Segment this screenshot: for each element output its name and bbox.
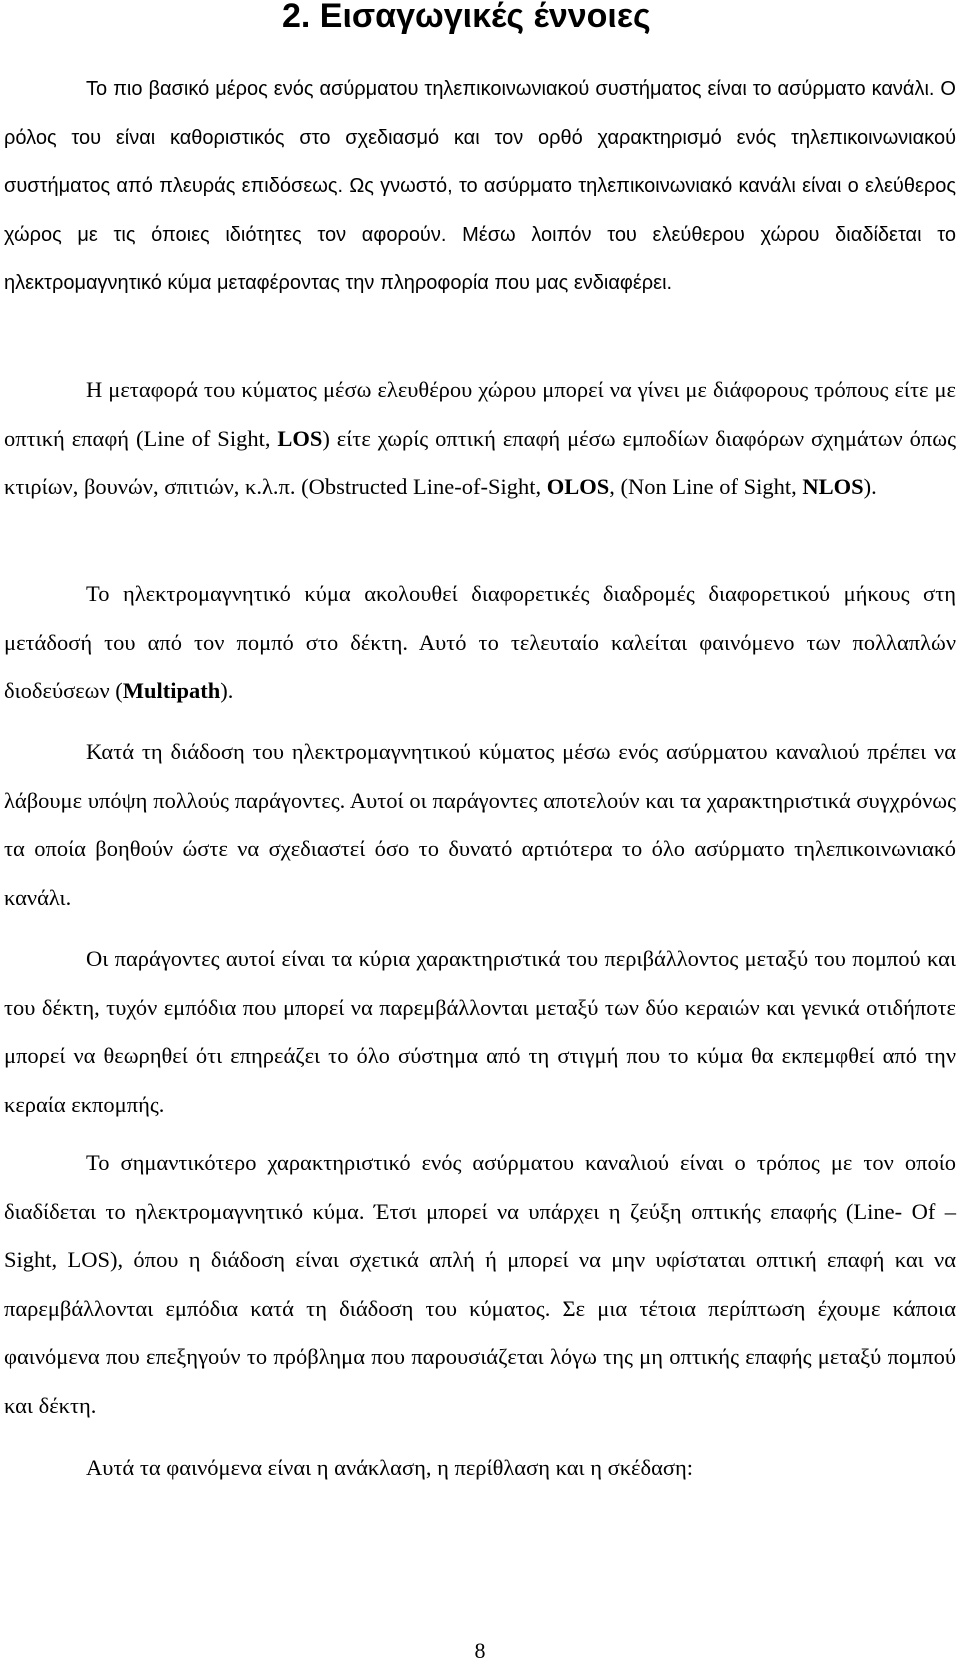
text-span: , (Non Line of Sight, — [609, 474, 803, 499]
paragraph-text: Το σημαντικότερο χαρακτηριστικό ενός ασύρματου καναλιού είναι ο τρόπος με τον οποίο διαδίδεται το ηλεκτρομαγνητικό κύμα. Έτσι μπορεί να υπάρχει η ζεύξη οπτικής επαφής (Line- Of – Sight, LOS), όπου η διάδοση είναι σχετικά απλή ή μπορεί να μην υφίσταται οπτική επαφή και να παρεμβάλλονται εμπόδια κατά τη διάδοση του κύματος. Σε μια τέτοια περίπτωση έχουμε κάποια φαινόμενα που επεξηγούν το πρόβλημα που παρουσιάζεται λόγω της μη οπτικής επαφής μεταξύ πομπού και δέκτη. — [4, 1150, 956, 1418]
paragraph-text: Αυτά τα φαινόμενα είναι η ανάκλαση, η περίθλαση και η σκέδαση: — [86, 1455, 694, 1480]
paragraph-text: Οι παράγοντες αυτοί είναι τα κύρια χαρακτηριστικά του περιβάλλοντος μεταξύ του πομπού και του δέκτη, τυχόν εμπόδια που μπορεί να παρεμβάλλονται μεταξύ των δύο κεραιών και γενικά οτιδήποτε μπορεί να θεωρηθεί ότι επηρεάζει το όλο σύστημα από τη στιγμή που το κύμα θα εκπεμφθεί από την κεραία εκπομπής. — [4, 946, 956, 1117]
paragraph-propagation-modes — [4, 366, 956, 512]
paragraph-channel-intro — [4, 65, 956, 308]
paragraph-text: Το πιο βασικό μέρος ενός ασύρματου τηλεπικοινωνιακού συστήματος είναι το ασύρματο κανάλι. Ο ρόλος του είναι καθοριστικός στο σχεδιασμό και τον ορθό χαρακτηρισμό ενός τηλεπικοινωνιακού συστήματος από πλευράς επιδόσεως. Ως γνωστό, το ασύρματο τηλεπικοινωνιακό κανάλι είναι ο ελεύθερος χώρος με τις όποιες ιδιότητες τον αφορούν. Μέσω λοιπόν του ελεύθερου χώρου διαδίδεται το ηλεκτρομαγνητικό κύμα μεταφέροντας την πληροφορία που μας ενδιαφέρει. — [4, 78, 956, 294]
paragraph-multipath — [4, 570, 956, 716]
text-span: ). — [863, 474, 877, 499]
paragraph-text: Κατά τη διάδοση του ηλεκτρομαγνητικού κύματος μέσω ενός ασύρματου καναλιού πρέπει να λάβουμε υπόψη πολλούς παράγοντες. Αυτοί οι παράγοντες αποτελούν και τα χαρακτηριστικά συγχρόνως τα οποία βοηθούν ώστε να σχεδιαστεί όσο το δυνατό αρτιότερα το όλο ασύρματο τηλεπικοινωνιακό κανάλι. — [4, 739, 956, 910]
text-span: ) είτε χωρίς οπτική επαφή μέσω εμποδίων διαφόρων σχημάτων όπως κτιρίων, βουνών, σπιτιών, κ.λ.π. (Obstructed Line-of-Sight, — [4, 425, 956, 499]
page-number: 8 — [474, 1638, 486, 1663]
paragraph-propagation-characteristic — [4, 1139, 956, 1430]
term-los: LOS — [277, 425, 323, 451]
paragraph-phenomena — [4, 1444, 956, 1493]
paragraph-text — [4, 366, 956, 512]
term-nlos: NLOS — [802, 474, 864, 499]
paragraph-factors — [4, 728, 956, 922]
text-span: ). — [220, 678, 234, 703]
paragraph-text — [4, 570, 956, 716]
section-title: 2. Εισαγωγικές έννοιες — [282, 0, 651, 35]
text-span: Η μεταφορά του κύματος μέσω ελευθέρου χώρου μπορεί να γίνει με διάφορους τρόπους είτε με οπτική επαφή (Line of Sight, — [4, 377, 956, 451]
term-multipath: Multipath — [122, 678, 221, 703]
paragraph-environment — [4, 935, 956, 1129]
term-olos: OLOS — [546, 474, 610, 499]
text-span: Το ηλεκτρομαγνητικό κύμα ακολουθεί διαφορετικές διαδρομές διαφορετικού μήκους στη μετάδοσή του από τον πομπό στο δέκτη. Αυτό το τελευταίο καλείται φαινόμενο των πολλαπλών διοδεύσεων ( — [4, 581, 956, 703]
